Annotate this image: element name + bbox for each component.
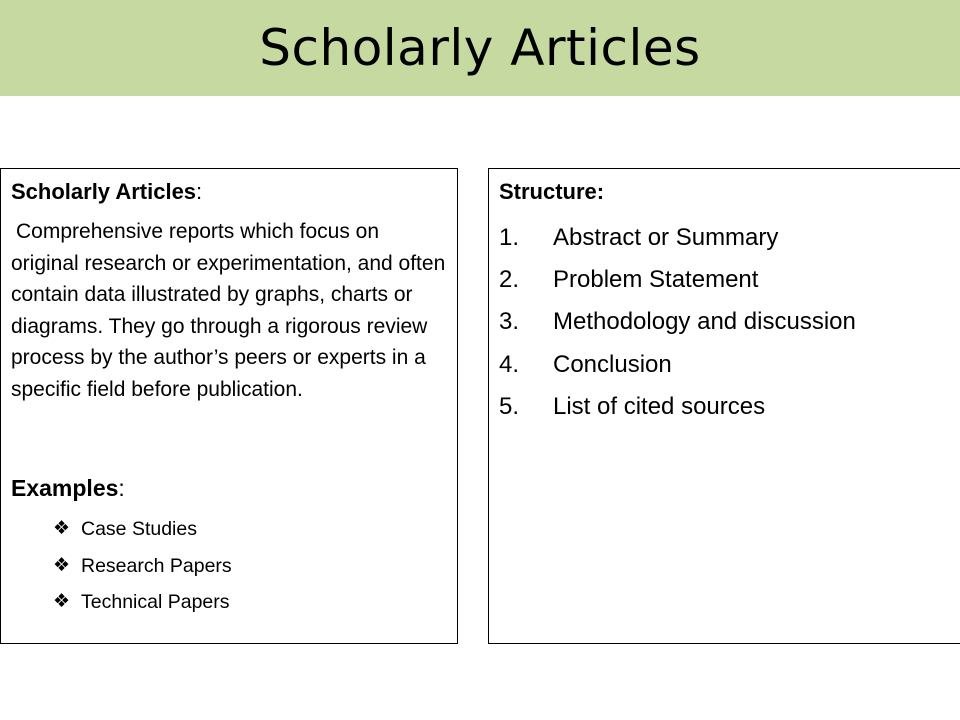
examples-heading xyxy=(11,473,447,503)
structure-heading xyxy=(499,177,950,207)
list-item xyxy=(499,259,950,301)
definition-box xyxy=(0,168,458,644)
title-bar xyxy=(0,0,960,96)
item-number: 4. xyxy=(499,350,520,378)
item-text: Abstract or Summary xyxy=(553,224,779,251)
structure-list xyxy=(499,217,950,428)
definition-description: Comprehensive reports which focus on original research or experimentation, and often contain data illustrated by graphs, charts or diagrams. They go through a rigorous review process by the author’s peers or experts in a specific field before publication. xyxy=(11,220,446,401)
diamond-bullet-icon: ❖ xyxy=(53,518,71,539)
item-text: Conclusion xyxy=(553,350,672,378)
item-number: 5. xyxy=(499,392,520,420)
list-item xyxy=(499,301,950,343)
example-label: Case Studies xyxy=(81,518,197,540)
item-number: 3. xyxy=(499,308,520,336)
diamond-bullet-icon: ❖ xyxy=(53,554,71,576)
definition-heading-label: Scholarly Articles xyxy=(11,179,197,204)
examples-list xyxy=(11,511,447,621)
structure-box xyxy=(488,168,960,644)
list-item xyxy=(53,548,447,585)
definition-text xyxy=(11,216,447,405)
slide-title: Scholarly Articles xyxy=(259,19,701,77)
item-text: List of cited sources xyxy=(553,392,766,420)
list-item xyxy=(499,386,950,428)
example-label: Technical Papers xyxy=(81,591,230,613)
item-number: 1. xyxy=(499,224,520,251)
example-label: Research Papers xyxy=(81,554,232,577)
list-item xyxy=(53,511,447,548)
structure-heading-label: Structure: xyxy=(499,179,605,204)
definition-heading xyxy=(11,177,447,207)
list-item xyxy=(53,584,447,621)
item-text: Problem Statement xyxy=(553,266,759,294)
item-number: 2. xyxy=(499,266,520,294)
examples-heading-label: Examples xyxy=(11,475,119,501)
definition-heading-colon: : xyxy=(196,179,203,204)
item-text: Methodology and discussion xyxy=(553,308,856,336)
examples-heading-colon: : xyxy=(118,475,125,501)
list-item xyxy=(499,217,950,259)
list-item xyxy=(499,344,950,386)
diamond-bullet-icon: ❖ xyxy=(53,591,71,612)
